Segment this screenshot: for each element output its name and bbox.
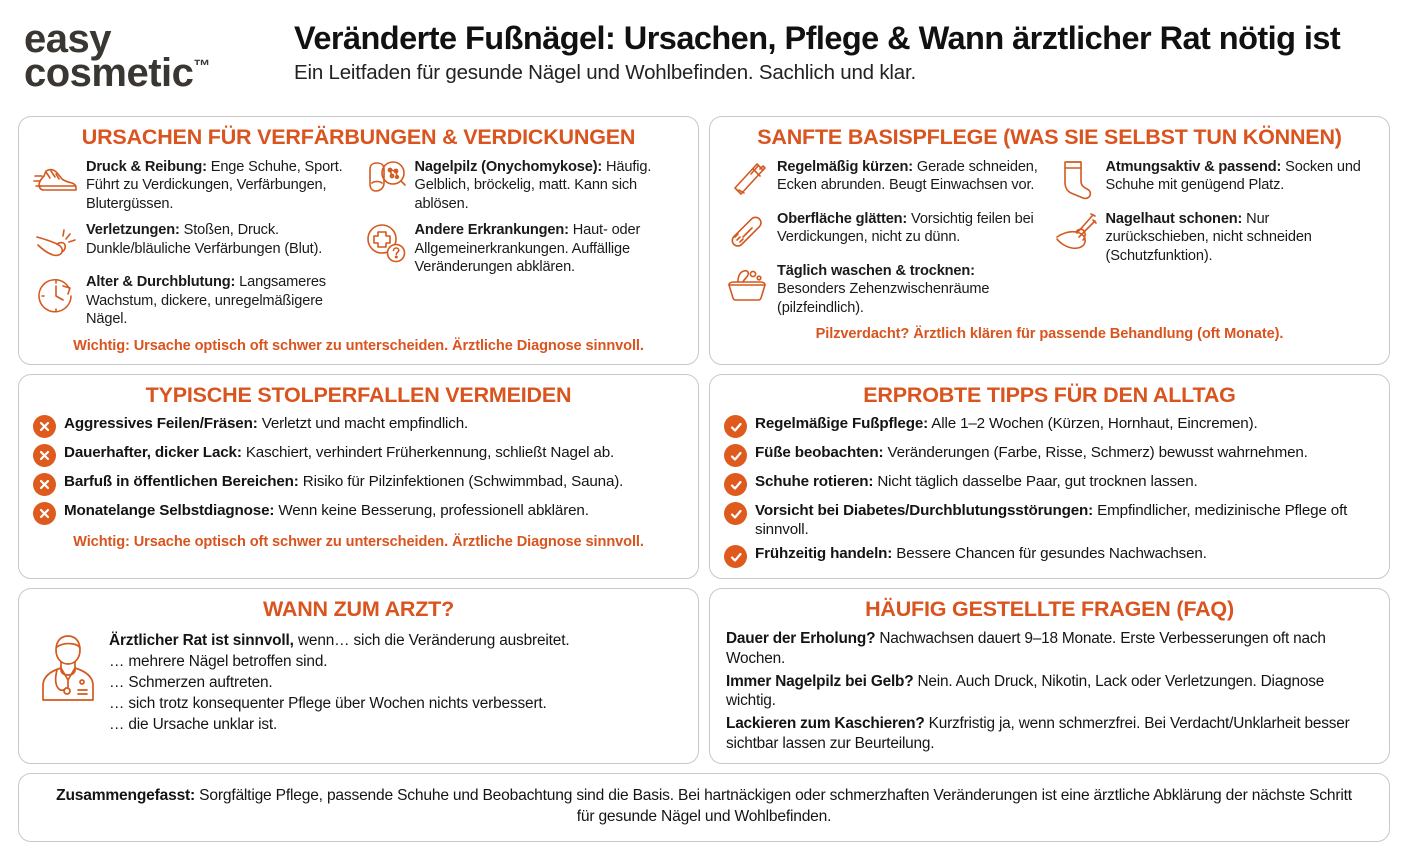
list-item bbox=[33, 501, 684, 525]
list-item-lead: Monatelange Selbstdiagnose: bbox=[64, 502, 275, 520]
list-item bbox=[33, 472, 684, 496]
faq-answer: Nachwachsen dauert 9–18 Monate. Erste Verbesserungen oft nach Wochen. bbox=[726, 630, 1326, 667]
list-item bbox=[362, 220, 685, 277]
card-pitfalls-note: Wichtig: Ursache optisch oft schwer zu unterscheiden. Ärztliche Diagnose sinnvoll. bbox=[73, 534, 644, 551]
card-pitfalls-list bbox=[33, 414, 684, 525]
card-causes-title: URSACHEN FÜR VERFÄRBUNGEN & VERDICKUNGEN bbox=[81, 125, 636, 149]
card-tips-list bbox=[724, 414, 1375, 568]
card-basic-care-columns bbox=[724, 157, 1375, 318]
list-item bbox=[33, 443, 684, 467]
doctor-line bbox=[109, 631, 569, 651]
list-item bbox=[724, 443, 1375, 467]
faq-question: Immer Nagelpilz bei Gelb? bbox=[726, 672, 914, 690]
list-item bbox=[362, 157, 685, 214]
nail-fungus-icon bbox=[362, 158, 408, 202]
list-item-body: Risiko für Pilzinfektionen (Schwimmbad, Sauna). bbox=[298, 473, 624, 491]
list-item-body: Veränderungen (Farbe, Risse, Schmerz) bewusst wahrnehmen. bbox=[883, 444, 1308, 462]
logo-line-cosmetic: cosmetic™ bbox=[24, 51, 210, 96]
doctor-line: … Schmerzen auftreten. bbox=[109, 674, 273, 692]
list-item-lead: Verletzungen: bbox=[86, 222, 180, 239]
list-item-lead: Frühzeitig handeln: bbox=[755, 545, 893, 563]
list-item-text bbox=[64, 443, 614, 462]
faq-question: Dauer der Erholung? bbox=[726, 630, 876, 648]
medical-cross-question-icon bbox=[362, 221, 408, 265]
check-circle-icon bbox=[724, 444, 747, 467]
doctor-lines bbox=[109, 629, 569, 735]
list-item-text bbox=[1106, 157, 1376, 195]
list-item bbox=[724, 157, 1047, 202]
list-item-text bbox=[64, 414, 468, 433]
faq-item bbox=[726, 714, 1375, 753]
list-item-text bbox=[755, 472, 1198, 491]
card-causes-left-column bbox=[33, 157, 356, 329]
list-item-body: Socken und Schuhe mit genügend Platz. bbox=[1105, 158, 1361, 194]
list-item bbox=[1053, 157, 1376, 202]
injured-toe-icon bbox=[33, 221, 79, 265]
list-item-lead: Barfuß in öffentlichen Bereichen: bbox=[64, 473, 299, 491]
list-item-body: Besonders Zehenzwischenräume (pilzfeindlich). bbox=[777, 281, 990, 316]
list-item bbox=[33, 157, 356, 214]
cards-grid bbox=[18, 116, 1390, 764]
list-item-body: Wenn keine Besserung, professionell abklären. bbox=[274, 502, 589, 520]
card-basic-care-left-column bbox=[724, 157, 1047, 318]
list-item-body: Gerade schneiden, Ecken abrunden. Beugt Einwachsen vor. bbox=[777, 158, 1038, 194]
card-faq-title: HÄUFIG GESTELLTE FRAGEN (FAQ) bbox=[865, 597, 1234, 622]
header-text-block bbox=[294, 14, 1390, 86]
list-item-body: Empfindlicher, medizinische Pflege oft sinnvoll. bbox=[755, 502, 1348, 539]
doctor-content bbox=[33, 629, 684, 735]
list-item bbox=[724, 501, 1375, 539]
list-item bbox=[724, 209, 1047, 254]
list-item-text bbox=[755, 544, 1207, 563]
card-faq bbox=[709, 588, 1390, 764]
check-circle-icon bbox=[724, 545, 747, 568]
list-item-lead: Füße beobachten: bbox=[755, 444, 884, 462]
card-basic-care-note: Pilzverdacht? Ärztlich klären für passende Behandlung (oft Monate). bbox=[815, 326, 1284, 343]
page-header bbox=[18, 14, 1390, 116]
x-circle-icon bbox=[33, 444, 56, 467]
list-item-text bbox=[777, 209, 1047, 247]
doctor-lead-rest: wenn… sich die Veränderung ausbreitet. bbox=[293, 632, 570, 650]
list-item-body: Verletzt und macht empfindlich. bbox=[257, 415, 469, 433]
list-item bbox=[33, 414, 684, 438]
card-pitfalls bbox=[18, 374, 699, 580]
faq-list bbox=[724, 629, 1375, 753]
summary-body: Sorgfältige Pflege, passende Schuhe und Beobachtung sind die Basis. Bei hartnäckigen oder schmerzhaften Veränderungen ist eine ärztliche Abklärung der nächste Schritt für gesunde Nägel und Wohlbefinden. bbox=[195, 787, 1352, 825]
page-subtitle: Ein Leitfaden für gesunde Nägel und Wohlbefinden. Sachlich und klar. bbox=[294, 61, 916, 85]
list-item-lead: Nagelpilz (Onychomykose): bbox=[414, 158, 603, 175]
card-causes-note: Wichtig: Ursache optisch oft schwer zu unterscheiden. Ärztliche Diagnose sinnvoll. bbox=[73, 337, 644, 354]
card-basic-care-title: SANFTE BASISPFLEGE (WAS SIE SELBST TUN KÖNNEN) bbox=[757, 125, 1342, 149]
list-item-text bbox=[64, 501, 589, 520]
list-item-lead: Aggressives Feilen/Fräsen: bbox=[64, 415, 258, 433]
list-item-text bbox=[86, 157, 356, 214]
list-item-body: Alle 1–2 Wochen (Kürzen, Hornhaut, Eincremen). bbox=[928, 415, 1258, 433]
list-item-text bbox=[415, 157, 685, 214]
doctor-line: … die Ursache unklar ist. bbox=[109, 716, 278, 734]
card-tips-title: ERPROBTE TIPPS FÜR DEN ALLTAG bbox=[863, 382, 1236, 407]
clock-icon bbox=[33, 273, 79, 317]
check-circle-icon bbox=[724, 415, 747, 438]
faq-answer: Kurzfristig ja, wenn schmerzfrei. Bei Verdacht/Unklarheit besser sichtbar lassen zur Beurteilung. bbox=[726, 714, 1350, 752]
list-item-lead: Andere Erkrankungen: bbox=[414, 222, 569, 239]
list-item-text bbox=[777, 261, 1047, 318]
doctor-line: … sich trotz konsequenter Pflege über Wochen nichts verbessert. bbox=[109, 695, 547, 713]
list-item-lead: Schuhe rotieren: bbox=[755, 473, 874, 491]
list-item-text bbox=[755, 414, 1258, 433]
foot-bath-icon bbox=[724, 262, 770, 306]
nail-file-icon bbox=[724, 210, 770, 254]
card-causes-columns bbox=[33, 157, 684, 329]
list-item bbox=[1053, 209, 1376, 266]
list-item-lead: Regelmäßige Fußpflege: bbox=[755, 415, 929, 433]
summary-footer bbox=[18, 773, 1390, 842]
trademark-symbol: ™ bbox=[193, 57, 210, 77]
card-basic-care-right-column bbox=[1053, 157, 1376, 318]
doctor-lead: Ärztlicher Rat ist sinnvoll, bbox=[109, 632, 294, 650]
list-item bbox=[724, 414, 1375, 438]
list-item-body: Nur zurückschieben, nicht schneiden (Schutzfunktion). bbox=[1105, 210, 1312, 264]
check-circle-icon bbox=[724, 502, 747, 525]
list-item-body: Vorsichtig feilen bei Verdickungen, nicht zu dünn. bbox=[777, 210, 1034, 246]
list-item bbox=[33, 220, 356, 265]
list-item-body: Enge Schuhe, Sport. Führt zu Verdickungen, Verfärbungen, Blutergüssen. bbox=[86, 158, 343, 212]
card-basic-care bbox=[709, 116, 1390, 365]
list-item-lead: Atmungsaktiv & passend: bbox=[1105, 158, 1282, 175]
list-item bbox=[724, 544, 1375, 568]
list-item-text bbox=[777, 157, 1047, 195]
brand-logo bbox=[24, 14, 276, 96]
faq-item bbox=[726, 672, 1375, 711]
list-item-text bbox=[415, 220, 685, 277]
list-item bbox=[33, 272, 356, 329]
list-item-body: Nicht täglich dasselbe Paar, gut trocknen lassen. bbox=[873, 473, 1198, 491]
card-pitfalls-title: TYPISCHE STOLPERFALLEN VERMEIDEN bbox=[145, 382, 572, 407]
list-item-body: Kaschiert, verhindert Früherkennung, schließt Nagel ab. bbox=[241, 444, 615, 462]
doctor-icon bbox=[37, 632, 99, 704]
card-causes bbox=[18, 116, 699, 365]
summary-lead: Zusammengefasst: bbox=[56, 787, 196, 805]
list-item-lead: Nagelhaut schonen: bbox=[1105, 210, 1243, 227]
list-item-text bbox=[86, 272, 356, 329]
list-item-body: Haut- oder Allgemeinerkrankungen. Auffällige Veränderungen abklären. bbox=[414, 222, 641, 276]
list-item-body: Langsameres Wachstum, dickere, unregelmäßigere Nägel. bbox=[86, 274, 326, 328]
running-shoe-icon bbox=[33, 158, 79, 202]
faq-answer: Nein. Auch Druck, Nikotin, Lack oder Verletzungen. Diagnose wichtig. bbox=[726, 672, 1325, 710]
list-item-text bbox=[755, 443, 1308, 462]
list-item-lead: Oberfläche glätten: bbox=[777, 210, 908, 227]
card-doctor-title: WANN ZUM ARZT? bbox=[262, 597, 455, 622]
list-item-text bbox=[64, 472, 623, 491]
logo-line-easy: easy bbox=[24, 17, 111, 61]
x-circle-icon bbox=[33, 473, 56, 496]
x-circle-icon bbox=[33, 415, 56, 438]
list-item-body: Häufig. Gelblich, bröckelig, matt. Kann sich ablösen. bbox=[414, 158, 652, 212]
nail-clipper-icon bbox=[724, 158, 770, 202]
card-when-to-see-doctor bbox=[18, 588, 699, 764]
check-circle-icon bbox=[724, 473, 747, 496]
list-item-text bbox=[86, 220, 356, 258]
list-item-lead: Alter & Durchblutung: bbox=[86, 274, 236, 291]
list-item-lead: Dauerhafter, dicker Lack: bbox=[64, 444, 242, 462]
x-circle-icon bbox=[33, 502, 56, 525]
sock-icon bbox=[1053, 158, 1099, 202]
card-tips bbox=[709, 374, 1390, 580]
faq-question: Lackieren zum Kaschieren? bbox=[726, 714, 925, 732]
list-item-lead: Druck & Reibung: bbox=[86, 158, 207, 175]
list-item-text bbox=[755, 501, 1375, 539]
list-item-lead: Vorsicht bei Diabetes/Durchblutungsstörungen: bbox=[755, 502, 1094, 520]
list-item-body: Stoßen, Druck. Dunkle/bläuliche Verfärbungen (Blut). bbox=[86, 222, 323, 257]
list-item bbox=[724, 472, 1375, 496]
cuticle-pusher-icon bbox=[1053, 210, 1099, 254]
faq-item bbox=[726, 629, 1375, 668]
list-item-text bbox=[1106, 209, 1376, 266]
list-item-lead: Täglich waschen & trocknen: bbox=[777, 262, 975, 279]
list-item bbox=[724, 261, 1047, 318]
doctor-line: … mehrere Nägel betroffen sind. bbox=[109, 653, 328, 671]
list-item-lead: Regelmäßig kürzen: bbox=[777, 158, 913, 175]
list-item-body: Bessere Chancen für gesundes Nachwachsen. bbox=[892, 545, 1207, 563]
page-title: Veränderte Fußnägel: Ursachen, Pflege & Wann ärztlicher Rat nötig ist bbox=[294, 20, 1341, 56]
card-causes-right-column bbox=[362, 157, 685, 329]
